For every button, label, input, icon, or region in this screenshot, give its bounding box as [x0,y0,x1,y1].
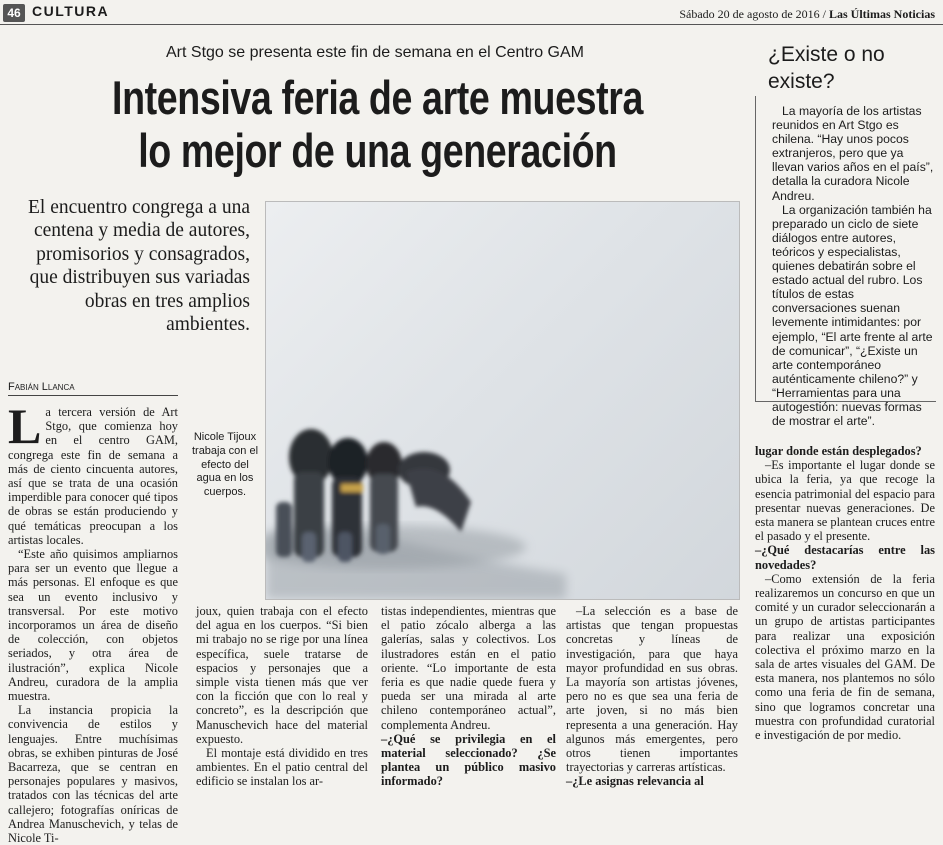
page-number: 46 [3,4,25,22]
sidebar-paragraph: La organización también ha preparado un ciclo de siete diálogos entre autores, teóricos y especialistas, quienes debatirán sobre el estado actual del rubro. Los títulos de estas conversaciones suenan levemente intimidantes: por ejemplo, “El arte frente al arte de comunicar”, “¿Existe un arte contemporáneo auténticamente chileno?” y “Herramientas para una autogestión: nuevas formas de mostrar el arte”. [772,202,933,429]
headline [76,72,680,177]
interview-answer: –Es importante el lugar donde se ubica la feria, ya que recoge la esencia patrimonial del espacio para presentar nuevas generaciones. De esta manera se plantean cruces entre el pasado y el presente. [755,458,935,544]
newspaper-name: Las Últimas Noticias [829,7,935,21]
interview-question: lugar donde están desplegados? [755,444,922,458]
sidebar-title: ¿Existe o no existe? [768,43,885,93]
body-paragraph: joux, quien trabaja con el efecto del agua en los cuerpos. “Si bien mi trabajo no se rige por una línea específica, suele tratarse de espacios y personajes que a simple vista tienen más que ver con la ficción que con lo real y concreto”, es la descripción que Manuschevich hace del material expuesto. [196,604,368,746]
body-column-4 [566,604,738,789]
body-paragraph: El montaje está dividido en tres ambientes. En el patio central del edificio se instalan los ar- [196,746,368,789]
headline-line-2: lo mejor de una generación [138,123,617,177]
drop-cap: L [8,398,42,454]
interview-question: –¿Le asignas relevancia al [566,774,704,789]
sidebar-text [772,104,934,428]
lead-paragraph: La tercera versión de Art Stgo, que comienza hoy en el centro GAM, congrega este fin de semana a más de ciento cincuenta autores, así que se trata de una ocasión imperdible para conocer qué tipos de obras se están produciendo y qué temáticas preocupan a los artistas locales. [8,398,178,547]
body-paragraph: La instancia propicia la convivencia de estilos y lenguajes. Entre muchísimas obras, se exhiben pinturas de José Bacarreza, que se centran en personajes populares y masivos, tratados con las técnicas del arte callejero; fotografías oníricas de Andrea Manuschevich, y telas de Nicole Ti- [8,703,178,845]
byline: Fabián Llanca [8,381,178,396]
photo-caption: Nicole Tijoux trabaja con el efecto del agua en los cuerpos. [191,431,259,498]
body-paragraph: tistas independientes, mientras que el patio zócalo alberga a las galerías, salas y colectivos. Los ilustradores están en el patio oriente. “Lo importante de esta feria es que nadie quede fuera y pueda ser una mirada al arte chileno contemporáneo actual”, complementa Andreu. [381,604,556,732]
body-column-1 [8,398,178,845]
interview-question: –¿Qué se privilegia en el material seleccionado? ¿Se plantea un público masivo informado? [381,731,556,789]
headline-line-1: Intensiva feria de arte muestra [112,71,643,124]
photo-figures-illustration [266,202,739,599]
body-column-3 [381,604,556,789]
interview-answer: –Como extensión de la feria realizaremos un concurso en que un comité y un curador seleccionarán a un grupo de artistas participantes para realizar una exposición colectiva el próximo marzo en la sala de artes visuales del GAM. De esta manera, nos plantemos no sólo como una feria de fin de semana, sino que logramos concretar una muestra con profundidad curatorial e investigación de por medio. [755,571,935,743]
article-photo [265,201,740,600]
dateline [679,7,935,22]
interview-question: –¿Qué destacarías entre las novedades? [755,543,935,572]
body-column-5 [755,444,935,742]
sidebar-paragraph: La mayoría de los artistas reunidos en Art Stgo es chilena. “Hay unos pocos extranjeros, pero que ya llevan varios años en el país”, detalla la curadora Nicole Andreu. [772,104,934,203]
kicker: Art Stgo se presenta este fin de semana en el Centro GAM [166,44,584,61]
section-name: CULTURA [32,3,110,19]
issue-date: Sábado 20 de agosto de 2016 / [679,7,826,21]
header-rule [0,24,943,25]
body-paragraph: “Este año quisimos ampliarnos para ser un evento que llegue a más personas. El enfoque es que sea un evento inclusivo y transversal. Por este motivo incorporamos un área de diseño de colección, con objetos seriados, y otra área de ilustración”, explica Nicole Andreu, curadora de la amplia muestra. [8,547,178,704]
interview-answer: –La selección es a base de artistas que tengan propuestas concretas y líneas de investigación, para que haya mayor profundidad en sus obras. La mayoría son artistas jóvenes, pero no es que sea una feria de arte joven, si no más bien representa a una generación. Hay algunos más emergentes, pero otros tienen importantes trayectorias y carreras artísticas. [566,604,738,775]
body-column-2 [196,604,368,789]
deck: El encuentro congrega a una centena y media de autores, promisorios y consagrados, que distribuyen sus variadas obras en tres amplios ambientes. [28,197,250,335]
